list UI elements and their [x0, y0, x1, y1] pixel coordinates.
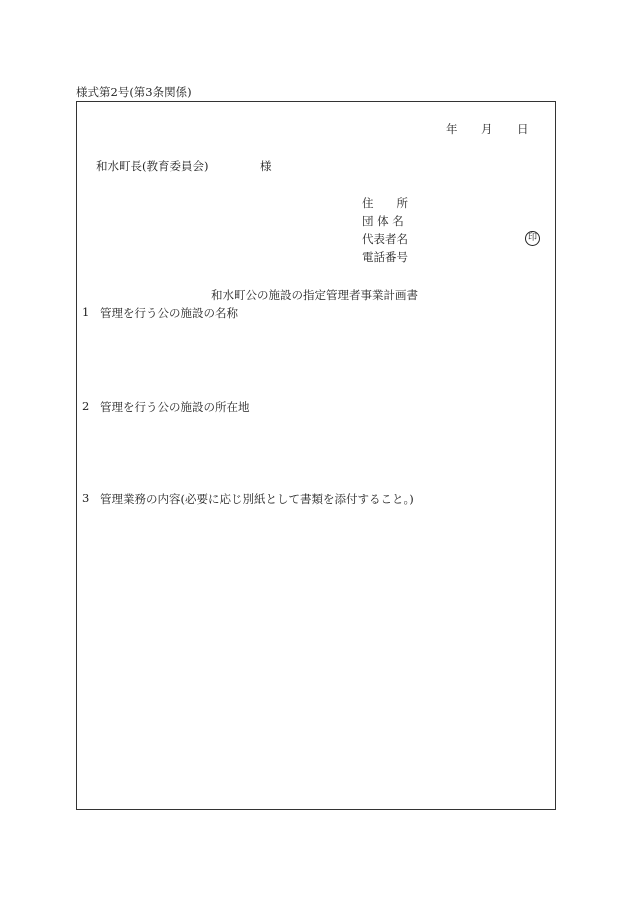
section-3-heading: 管理業務の内容(必要に応じ別紙として書類を添付すること。) [100, 492, 414, 506]
representative-label: 代表者名 [362, 232, 408, 246]
organization-label: 団 体 名 [362, 214, 404, 228]
section-1-heading: 管理を行う公の施設の名称 [100, 306, 238, 320]
address-label: 住 所 [362, 196, 408, 210]
date-month-label: 月 [481, 122, 493, 136]
section-3-number: 3 [82, 491, 90, 505]
phone-label: 電話番号 [362, 250, 408, 264]
addressee-name: 和水町長(教育委員会) [96, 159, 209, 173]
form-number: 様式第2号(第3条関係) [76, 85, 192, 99]
section-1-number: 1 [82, 305, 90, 319]
addressee-honorific: 様 [260, 159, 272, 173]
seal-icon: 印 [525, 231, 540, 246]
section-2-heading: 管理を行う公の施設の所在地 [100, 400, 250, 414]
form-frame [76, 101, 556, 810]
section-2-number: 2 [82, 399, 90, 413]
date-year-label: 年 [446, 122, 458, 136]
date-day-label: 日 [517, 122, 529, 136]
document-title: 和水町公の施設の指定管理者事業計画書 [211, 288, 418, 302]
